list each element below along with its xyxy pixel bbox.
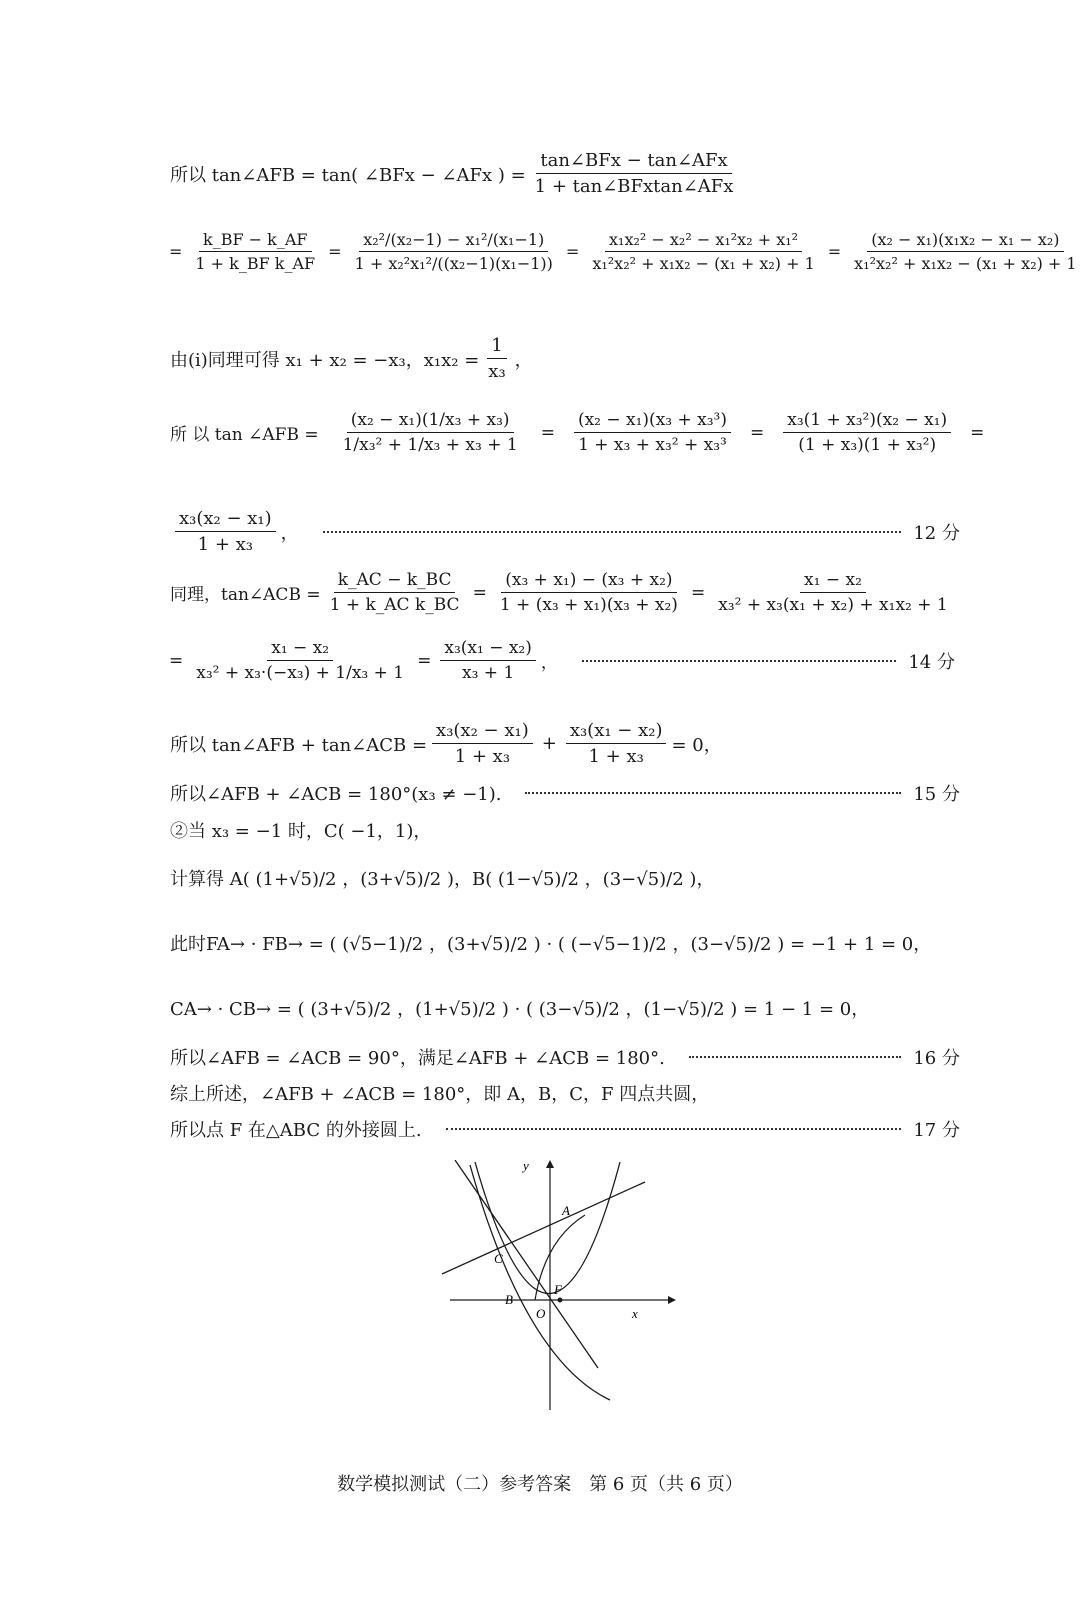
denominator: (1 + x₃)(1 + x₃²) [798, 435, 937, 455]
point-f [558, 1298, 563, 1303]
line-sum-of-tangents [170, 720, 722, 767]
numerator: k_BF − k_AF [199, 230, 311, 252]
line-tan-afb-definition [170, 150, 742, 197]
text: 所以 tan∠AFB = tan( ∠BFx − ∠AFx ) = [170, 164, 526, 186]
dotted-leader [582, 660, 896, 662]
denominator: 1 + x₂²x₁²/((x₂−1)(x₁−1)) [354, 254, 553, 273]
parabola-curve [475, 1162, 620, 1294]
text: 所以∠AFB + ∠ACB = 180°(x₃ ≠ −1). [170, 784, 502, 805]
numerator: x₁ − x₂ [267, 638, 333, 661]
fraction [574, 410, 731, 455]
fraction [326, 570, 464, 615]
text: 所以点 F 在△ABC 的外接圆上. [170, 1120, 422, 1141]
page-footer: 数学模拟测试（二）参考答案 第 6 页（共 6 页） [337, 1474, 743, 1495]
numerator: x₃(x₂ − x₁) [175, 508, 276, 532]
denominator: 1 + (x₃ + x₁)(x₃ + x₂) [499, 595, 678, 615]
fraction [714, 570, 952, 615]
numerator: x₁x₂² − x₂² − x₁²x₂ + x₁² [605, 230, 802, 252]
denominator: 1/x₃² + 1/x₃ + x₃ + 1 [342, 435, 518, 455]
text: ②当 x₃ = −1 时，C( −1，1)， [170, 821, 432, 842]
line-right-angles [170, 1044, 960, 1070]
score-label: 16 分 [913, 1048, 960, 1069]
score-label: 12 分 [913, 522, 960, 544]
numerator: x₃(x₂ − x₁) [432, 720, 533, 744]
text: 综上所述，∠AFB + ∠ACB = 180°，即 A，B，C，F 四点共圆， [170, 1084, 710, 1105]
text: 所以 tan∠AFB + tan∠ACB = [170, 734, 428, 756]
label-x: x [632, 1306, 638, 1321]
numerator: (x₂ − x₁)(1/x₃ + x₃) [347, 410, 514, 433]
fraction [531, 150, 738, 197]
numerator: (x₂ − x₁)(x₁x₂ − x₁ − x₂) [867, 230, 1063, 252]
line-bc [455, 1160, 598, 1368]
text: 此时FA→ · FB→ = ( (√5−1)/2 ，(3+√5)/2 ) · ( (−√5−1)/2 ，(3−√5)/2 ) = −1 + 1 = 0， [170, 934, 932, 955]
denominator: 1 + x₃ [197, 534, 254, 555]
line-vieta [170, 335, 533, 382]
plus: + [541, 733, 557, 754]
numerator: x₂²/(x₂−1) − x₁²/(x₁−1) [359, 230, 548, 252]
y-axis-arrow [546, 1160, 554, 1168]
x-axis-arrow [668, 1296, 676, 1304]
denominator: 1 + k_BF k_AF [195, 254, 316, 273]
equals: = [970, 422, 985, 443]
equals: = [328, 242, 342, 261]
equals: = [565, 242, 580, 261]
label-b: B [505, 1292, 513, 1307]
text: 计算得 A( (1+√5)/2 ，(3+√5)/2 )，B( (1−√5)/2 ，(3−√5)/2 )， [170, 869, 715, 890]
text: 由(i)同理可得 x₁ + x₂ = −x₃，x₁x₂ = [170, 349, 480, 371]
line-conclusion [170, 1080, 709, 1106]
dotted-leader [689, 1056, 902, 1058]
line-tan-acb-result [165, 638, 955, 683]
denominator: 1 + x₃ [454, 746, 511, 767]
numerator: (x₂ − x₁)(x₃ + x₃³) [574, 410, 731, 433]
line-case-two [170, 817, 431, 843]
line-angle-sum [170, 780, 960, 806]
fraction [484, 335, 509, 382]
equals: = [417, 650, 432, 671]
denominator: 1 + x₃ + x₃² + x₃³ [578, 435, 727, 455]
numerator: k_AC − k_BC [334, 570, 456, 593]
text: = 0， [671, 734, 722, 756]
fraction [175, 508, 276, 555]
fraction [783, 410, 951, 455]
tangent-line-ac [442, 1182, 645, 1274]
text: 所 以 tan ∠AFB = [170, 425, 319, 445]
denominator: 1 + tan∠BFxtan∠AFx [534, 176, 734, 197]
fraction [432, 720, 533, 767]
fraction [850, 230, 1080, 273]
fraction [496, 570, 682, 615]
score-label: 15 分 [913, 784, 960, 805]
numerator: x₃(x₁ − x₂) [440, 638, 536, 661]
fraction [566, 720, 667, 767]
equals: = [750, 422, 765, 443]
line-dot-product-fa-fb [170, 930, 931, 956]
equals: = [827, 242, 842, 261]
dotted-leader [446, 1128, 902, 1130]
text: ， [514, 349, 533, 371]
numerator: x₁ − x₂ [800, 570, 866, 593]
dotted-leader [323, 531, 902, 533]
label-c: C [494, 1251, 503, 1266]
line-tan-acb [170, 570, 957, 615]
score-label: 17 分 [913, 1120, 960, 1141]
denominator: x₃² + x₃·(−x₃) + 1/x₃ + 1 [196, 663, 405, 683]
fraction [351, 230, 557, 273]
line-slope-expansion [165, 230, 1080, 273]
line-tan-afb-result [170, 508, 960, 555]
label-a: A [562, 1203, 570, 1218]
label-y: y [523, 1160, 529, 1173]
numerator: tan∠BFx − tan∠AFx [536, 150, 731, 174]
text: 同理，tan∠ACB = [170, 585, 321, 605]
fraction [191, 230, 319, 273]
fraction [440, 638, 536, 683]
geometry-figure [440, 1160, 680, 1420]
equals: = [169, 650, 184, 671]
denominator: 1 + x₃ [588, 746, 644, 767]
numerator: 1 [487, 335, 506, 359]
denominator: x₃ + 1 [461, 663, 515, 683]
score-label: 14 分 [908, 651, 955, 673]
equals: = [472, 582, 487, 603]
denominator: x₃ [488, 361, 506, 382]
label-f: F [554, 1282, 562, 1297]
text: CA→ · CB→ = ( (3+√5)/2 ，(1+√5)/2 ) · ( (3−√5)/2 ，(1−√5)/2 ) = 1 − 1 = 0， [170, 999, 870, 1020]
equals: = [540, 422, 555, 443]
denominator: x₁²x₂² + x₁x₂ − (x₁ + x₂) + 1 [592, 254, 815, 273]
text: 所以∠AFB = ∠ACB = 90°，满足∠AFB + ∠ACB = 180°. [170, 1048, 665, 1069]
dotted-leader [525, 792, 901, 794]
text: ， [540, 653, 558, 673]
numerator: x₃(1 + x₃²)(x₂ − x₁) [783, 410, 951, 433]
label-o: O [536, 1306, 546, 1321]
denominator: x₃² + x₃(x₁ + x₂) + x₁x₂ + 1 [718, 595, 948, 615]
equals: = [690, 582, 706, 603]
line-tan-afb-substitution [170, 410, 998, 455]
line-final [170, 1116, 960, 1142]
denominator: x₁²x₂² + x₁x₂ − (x₁ + x₂) + 1 [854, 254, 1077, 273]
numerator: x₃(x₁ − x₂) [566, 720, 667, 744]
line-dot-product-ca-cb [170, 995, 869, 1021]
numerator: (x₃ + x₁) − (x₃ + x₂) [501, 570, 676, 593]
text: ， [280, 522, 299, 544]
fraction [192, 638, 408, 683]
fraction [588, 230, 818, 273]
line-points-ab [170, 865, 714, 891]
denominator: 1 + k_AC k_BC [329, 595, 460, 615]
fraction [339, 410, 522, 455]
equals: = [169, 242, 183, 261]
